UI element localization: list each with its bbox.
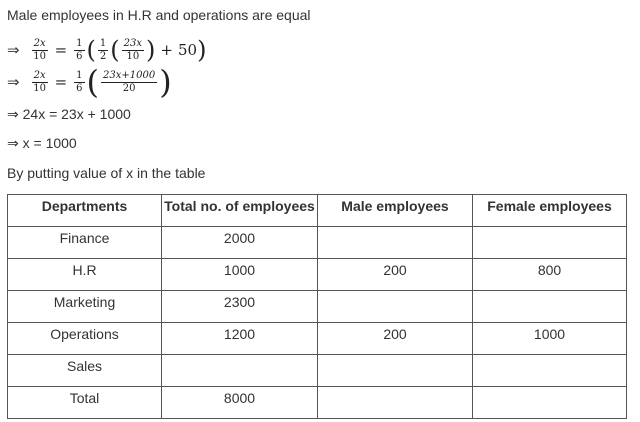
cell-department: Marketing: [8, 291, 162, 323]
step-1: ⇒ 24x = 23x + 1000: [7, 106, 131, 122]
table-header-row: [8, 195, 627, 227]
cell-department: Finance: [8, 227, 162, 259]
cell-department: Total: [8, 387, 162, 419]
cell-total: 2300: [162, 291, 318, 323]
cell-female: [473, 227, 627, 259]
close-paren: ): [197, 36, 207, 64]
step-2: ⇒ x = 1000: [7, 135, 77, 151]
open-paren: (: [86, 63, 100, 101]
equation-1: [7, 34, 206, 66]
implies-arrow: ⇒: [7, 41, 20, 59]
cell-total: 2000: [162, 227, 318, 259]
cell-male: [318, 227, 473, 259]
equation-2: [7, 64, 172, 100]
one-sixth-numerator: 1: [76, 37, 83, 49]
twentythree-x-denominator: 10: [126, 50, 140, 62]
table-row: [8, 227, 627, 259]
cell-female: [473, 355, 627, 387]
one-half-denominator: 2: [99, 50, 107, 62]
cell-total: 1200: [162, 323, 318, 355]
combined-denominator: 20: [122, 82, 136, 94]
cell-female: 1000: [473, 323, 627, 355]
table-intro: By putting value of x in the table: [7, 165, 206, 181]
table-row: [8, 291, 627, 323]
close-paren: ): [146, 36, 156, 64]
open-paren: (: [110, 36, 120, 64]
lhs-numerator: 2x: [33, 69, 46, 81]
lhs-fraction: [32, 71, 48, 94]
cell-department: H.R: [8, 259, 162, 291]
table-row: [8, 323, 627, 355]
cell-total: 8000: [162, 387, 318, 419]
equals-sign: =: [54, 73, 68, 91]
one-half-numerator: 1: [99, 37, 107, 49]
cell-female: 800: [473, 259, 627, 291]
header-total: Total no. of employees: [162, 195, 318, 227]
combined-numerator: 23x+1000: [103, 69, 156, 81]
one-half-fraction: [98, 39, 108, 62]
header-departments: Departments: [8, 195, 162, 227]
one-sixth-denominator: 6: [76, 50, 83, 62]
cell-total: 1000: [162, 259, 318, 291]
constant-term: 50: [178, 41, 198, 59]
table-row: [8, 355, 627, 387]
open-paren: (: [86, 36, 96, 64]
one-sixth-fraction: [74, 39, 84, 62]
one-sixth-numerator: 1: [76, 69, 83, 81]
cell-total: [162, 355, 318, 387]
lhs-denominator: 10: [33, 50, 46, 62]
cell-department: Sales: [8, 355, 162, 387]
twentythree-x-fraction: [122, 39, 144, 62]
cell-male: [318, 291, 473, 323]
cell-department: Operations: [8, 323, 162, 355]
one-sixth-denominator: 6: [76, 82, 83, 94]
lhs-numerator: 2x: [33, 37, 46, 49]
cell-male: 200: [318, 259, 473, 291]
twentythree-x-numerator: 23x: [123, 37, 143, 49]
close-paren: ): [159, 63, 172, 101]
plus-sign: +: [160, 41, 173, 59]
header-male: Male employees: [318, 195, 473, 227]
cell-male: 200: [318, 323, 473, 355]
employees-table: [7, 194, 627, 419]
equals-sign: =: [54, 41, 68, 59]
header-female: Female employees: [473, 195, 627, 227]
table-row: [8, 387, 627, 419]
cell-male: [318, 355, 473, 387]
one-sixth-fraction: [74, 71, 84, 94]
lhs-denominator: 10: [33, 82, 46, 94]
intro-text: Male employees in H.R and operations are equal: [7, 7, 311, 23]
cell-female: [473, 291, 627, 323]
lhs-fraction: [32, 39, 48, 62]
implies-arrow: ⇒: [7, 73, 20, 91]
table-row: [8, 259, 627, 291]
cell-male: [318, 387, 473, 419]
cell-female: [473, 387, 627, 419]
combined-fraction: [101, 71, 157, 94]
